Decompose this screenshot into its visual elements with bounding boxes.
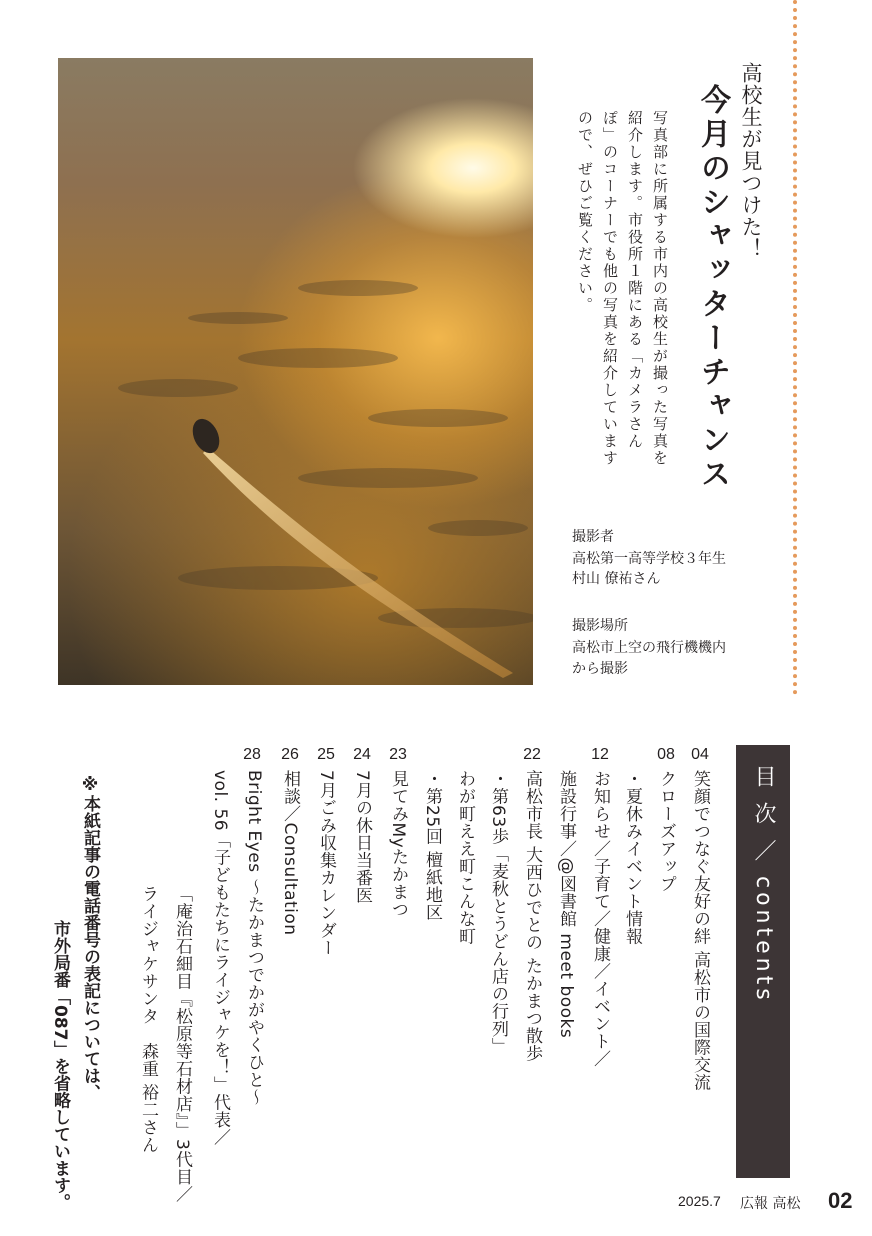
toc-link-notices[interactable]: お知らせ／子育て／健康／イベント／ [590,770,610,1068]
decorative-dotted-line [793,0,797,695]
phone-note-line-1: ※本紙記事の電話番号の表記については、 [80,775,100,1101]
toc-page-number: 12 [591,746,609,763]
toc-link-consultation[interactable]: 相談／Consultation [280,770,300,936]
toc-page-number: 04 [691,746,709,763]
feature-intro: 写真部に所属する市内の高校生が撮った写真を紹介します。市役所１階にある「カメラさんぽ」のコーナーでも他の写真を紹介していますので、ぜひご覧ください。 [576,110,669,467]
toc-subline: ライジャケサンタ 森重 裕二さん [138,885,158,1154]
feature-photo [58,58,533,685]
toc-link-bright-eyes[interactable]: Bright Eyes ～たかまつでかがやくひと～ [244,770,264,1107]
feature-title: 今月のシャッターチャンス [695,84,730,492]
toc-subline: 「庵治石細目『松原等石材店』」3代目／ [172,885,192,1203]
feature-eyebrow: 高校生が見つけた！ [739,62,763,260]
photographer-school: 高松第一高等学校３年生 [572,551,726,567]
toc-link-my-takamatsu[interactable]: 見てみMyたかまつ [388,770,408,919]
location-line-2: から撮影 [572,661,628,677]
toc-link-holiday-doctors[interactable]: 7月の休日当番医 [352,770,372,904]
toc-link-my-town[interactable]: わが町ええ町こんな町 [455,770,475,945]
page-number: 02 [828,1188,853,1213]
toc-link-international-exchange[interactable]: 笑顔でつなぐ友好の絆 高松市の国際交流 [690,770,710,1091]
toc-link-summer-events[interactable]: ・夏休みイベント情報 [622,770,642,945]
location-label: 撮影場所 [572,618,628,634]
toc-subline: vol. 56「子どもたちにライジャケを！」代表／ [210,770,230,1147]
toc-page-number: 22 [523,746,541,763]
toc-banner-label: 目 次 ／ contents [751,765,776,1004]
phone-note-line-2: 市外局番「087」を省略しています。 [50,920,70,1211]
photographer-name: 村山 僚祐さん [572,571,661,587]
toc-banner [736,745,790,1178]
issue-date: 2025.7 [678,1193,721,1209]
toc-link-mayor-walk-episode[interactable]: ・第63歩「麦秋とうどん店の行列」 [488,770,508,1056]
toc-page-number: 26 [281,746,299,763]
toc-page-number: 24 [353,746,371,763]
toc-link-closeup[interactable]: クローズアップ [656,770,676,893]
toc-page-number: 08 [657,746,675,763]
photographer-label: 撮影者 [572,529,614,545]
location-line-1: 高松市上空の飛行機機内 [572,640,726,656]
toc-page-number: 28 [243,746,261,763]
toc-page-number: 23 [389,746,407,763]
toc-link-danshi-district[interactable]: ・第25回 檀紙地区 [422,770,442,922]
publication-name: 広報 高松 [740,1196,801,1212]
toc-link-facility-events[interactable]: 施設行事／@図書館 meet books [556,770,576,1039]
toc-link-mayor-walk[interactable]: 高松市長 大西ひでとの たかまつ散歩 [522,770,542,1062]
toc-page-number: 25 [317,746,335,763]
toc-link-garbage-calendar[interactable]: 7月ごみ収集カレンダー [316,770,336,957]
